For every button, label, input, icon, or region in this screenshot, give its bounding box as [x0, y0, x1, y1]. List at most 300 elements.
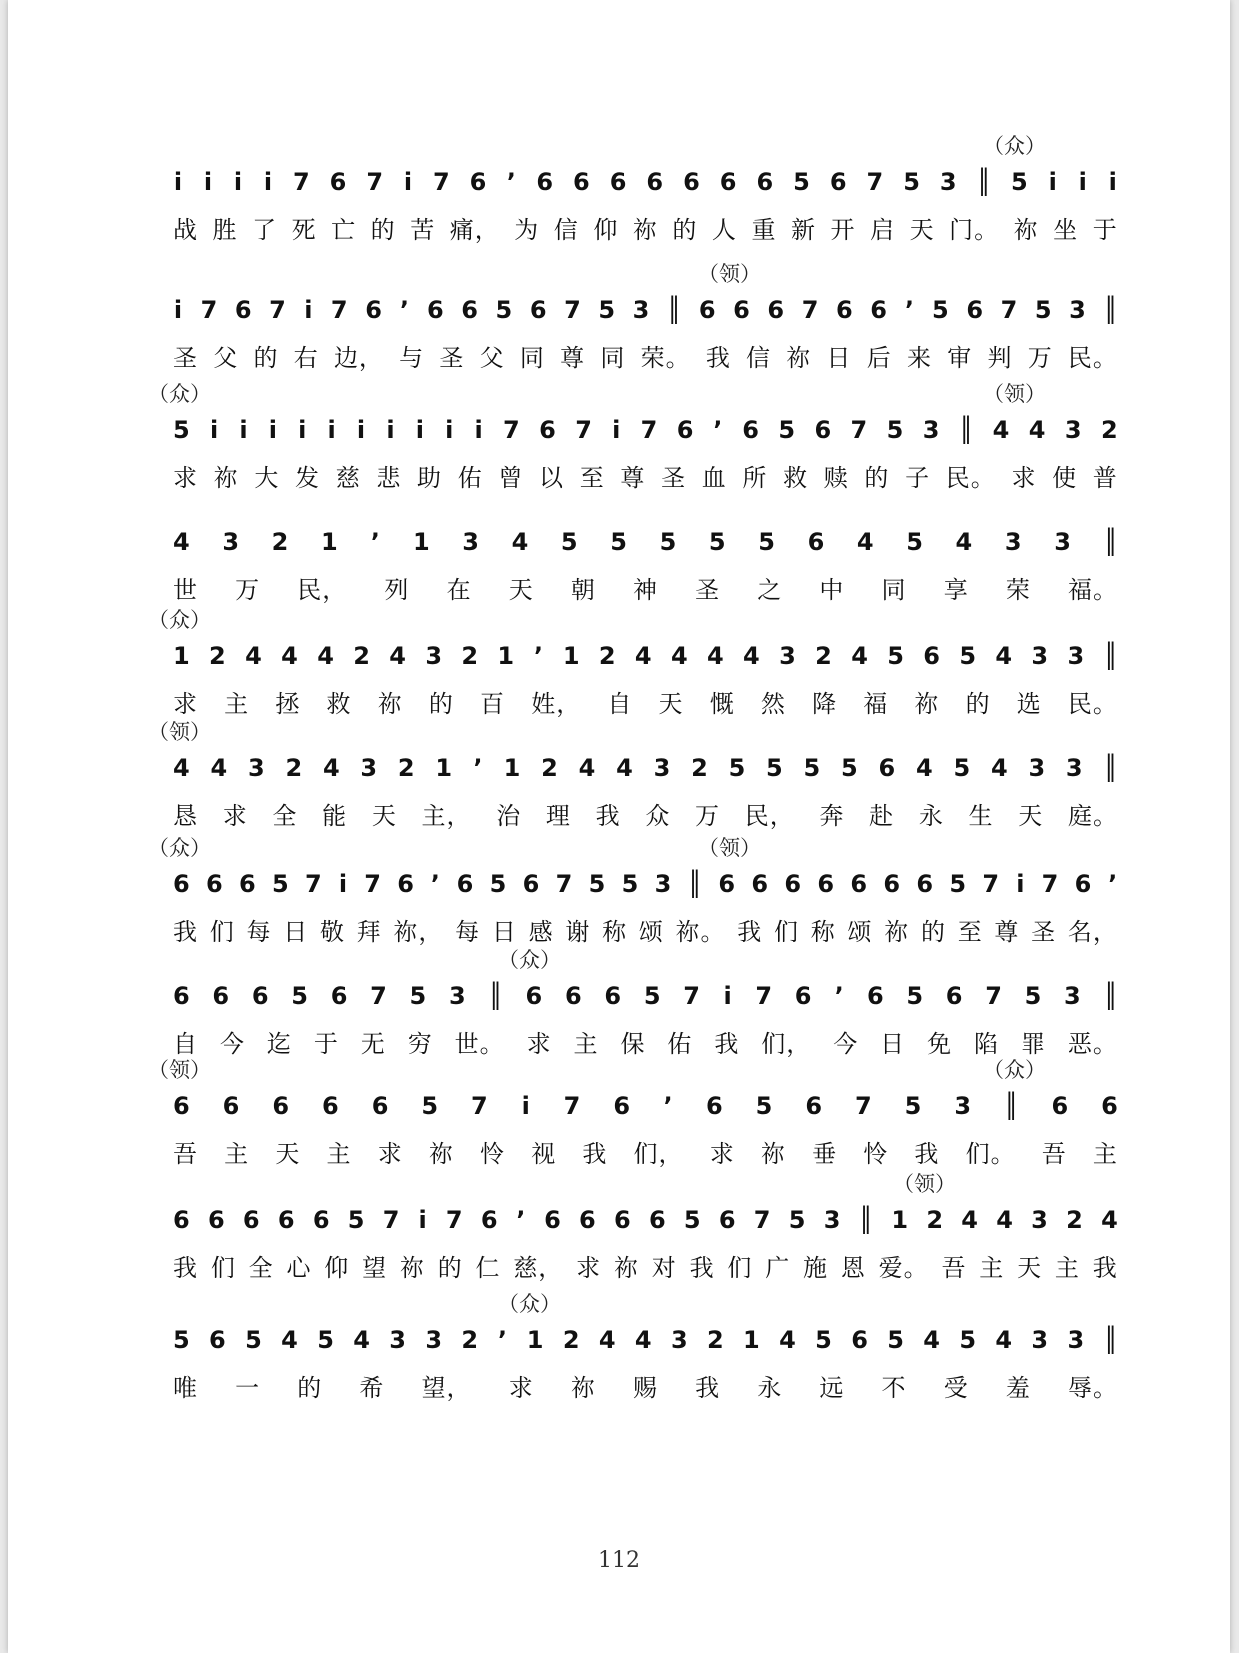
note: 7: [866, 168, 884, 196]
note: 6: [207, 1206, 225, 1234]
note: i: [203, 168, 213, 196]
note: 4: [779, 1326, 796, 1354]
lyric-char: 于: [1092, 216, 1118, 244]
note: 5: [560, 528, 578, 556]
lyric-char: 自: [173, 1030, 198, 1058]
lyric-char: 民。: [1067, 690, 1118, 718]
note: i: [239, 416, 248, 444]
note: 6: [604, 982, 622, 1010]
note: 2: [707, 1326, 724, 1354]
note: 6: [371, 1092, 389, 1120]
notation-line: [173, 982, 1118, 1022]
note: ’: [904, 296, 915, 324]
lyric-char: 求: [377, 1140, 403, 1168]
lyric-char: 今: [219, 1030, 245, 1058]
note: 6: [733, 296, 750, 324]
lyrics-line: [173, 210, 1118, 242]
lyric-char: 们: [209, 918, 235, 946]
note: 6: [751, 870, 769, 898]
lyric-char: 求: [222, 802, 248, 830]
note: i: [356, 416, 366, 444]
note: 6: [1051, 1092, 1069, 1120]
lyric-char: 名，: [1067, 918, 1118, 946]
lyrics-line: [173, 684, 1118, 716]
note: 6: [579, 1206, 596, 1234]
note: 6: [817, 870, 835, 898]
part-marker: （众）: [498, 948, 561, 972]
lyric-char: 吾: [173, 1140, 198, 1168]
lyric-char: 以: [539, 464, 565, 492]
note: 5: [906, 528, 923, 556]
lyric-char: 远: [819, 1374, 845, 1402]
lyric-char: 祢: [613, 1254, 639, 1282]
lyric-char: 陷: [974, 1030, 999, 1058]
lyric-char: 们，: [633, 1140, 684, 1168]
note: 5: [1024, 982, 1042, 1010]
lyric-char: 门。: [949, 216, 1000, 244]
note: 3: [632, 296, 650, 324]
note: 3: [247, 754, 265, 782]
note: 6: [330, 982, 348, 1010]
lyric-char: 选: [1016, 690, 1042, 718]
lyric-char: 羞: [1005, 1374, 1031, 1402]
score-system: [8, 258, 1230, 372]
note: 6: [851, 1326, 868, 1354]
note: 6: [648, 1206, 666, 1234]
lyric-char: 苦: [410, 216, 436, 244]
note: 5: [421, 1092, 439, 1120]
lyric-char: 信: [553, 216, 579, 244]
lyric-char: 人: [711, 216, 737, 244]
lyric-char: 圣: [439, 344, 465, 372]
note: i: [327, 416, 336, 444]
note: 3: [1067, 1326, 1085, 1354]
note: 5: [778, 416, 796, 444]
lyric-char: 祢: [570, 1374, 596, 1402]
note: ’: [516, 1206, 526, 1234]
lyric-char: 主，: [421, 802, 472, 830]
lyric-char: 朝: [570, 576, 596, 604]
lyric-char: 的: [864, 464, 890, 492]
note: 7: [564, 296, 581, 324]
lyric-char: 感: [528, 918, 554, 946]
note: 2: [691, 754, 708, 782]
lyric-char: 爱。: [878, 1254, 929, 1282]
lyric-char: 世: [173, 576, 198, 604]
lyric-char: 救: [326, 690, 352, 718]
lyric-char: 赐: [632, 1374, 658, 1402]
barline: ║: [1103, 296, 1118, 324]
lyric-char: 们: [727, 1254, 753, 1282]
notation-line: [173, 416, 1118, 456]
note: i: [263, 168, 273, 196]
note: ’: [834, 982, 844, 1010]
lyric-char: 治: [496, 802, 522, 830]
note: 4: [851, 642, 868, 670]
lyric-char: 救: [783, 464, 809, 492]
note: 5: [758, 528, 775, 556]
lyric-char: 新: [790, 216, 816, 244]
lyric-char: 祢: [632, 216, 658, 244]
note: 7: [640, 416, 658, 444]
note: 6: [850, 870, 868, 898]
note: 2: [1100, 416, 1118, 444]
lyric-char: 永: [918, 802, 944, 830]
score-system: [8, 1168, 1230, 1282]
note: 5: [708, 528, 726, 556]
lyric-char: 佑: [667, 1030, 693, 1058]
lyric-char: 信: [746, 344, 772, 372]
lyric-char: 主: [979, 1254, 1005, 1282]
note: 5: [886, 416, 904, 444]
lyric-char: 曾: [498, 464, 524, 492]
lyric-char: 边，: [333, 344, 384, 372]
lyric-char: 右: [293, 344, 319, 372]
note: 3: [1031, 1326, 1049, 1354]
part-marker: （领）: [893, 1172, 956, 1196]
note: 5: [1034, 296, 1052, 324]
note: 5: [728, 754, 746, 782]
note: 4: [634, 1326, 652, 1354]
barline: ║: [1103, 754, 1118, 782]
lyric-char: 拯: [275, 690, 301, 718]
lyric-char: 日: [880, 1030, 906, 1058]
note: 7: [801, 296, 819, 324]
note: 6: [173, 982, 190, 1010]
note: 6: [206, 870, 223, 898]
barline: ║: [1004, 1092, 1019, 1120]
note: 5: [903, 168, 920, 196]
note: 5: [245, 1326, 262, 1354]
lyric-char: 迄: [266, 1030, 292, 1058]
note: 6: [209, 1326, 226, 1354]
lyric-char: 祢: [399, 1254, 425, 1282]
note: 5: [495, 296, 513, 324]
note: 2: [461, 1326, 479, 1354]
lyric-char: 们，: [761, 1030, 812, 1058]
note: 4: [281, 1326, 298, 1354]
lyrics-line: [173, 1134, 1118, 1166]
lyric-char: 每: [246, 918, 272, 946]
lyric-char: 圣: [1031, 918, 1057, 946]
note: 2: [209, 642, 226, 670]
lyric-char: 尊: [620, 464, 646, 492]
lyrics-line: [173, 458, 1118, 490]
barline: ║: [1103, 528, 1118, 556]
note: 7: [855, 1092, 872, 1120]
note: 5: [588, 870, 606, 898]
lyric-char: 天: [1017, 1254, 1043, 1282]
note: 5: [793, 168, 810, 196]
lyric-char: 祢，: [393, 918, 444, 946]
note: 2: [541, 754, 558, 782]
lyric-char: 恶。: [1067, 1030, 1118, 1058]
lyric-char: 万: [695, 802, 721, 830]
note: 7: [432, 168, 450, 196]
note: 7: [755, 982, 773, 1010]
note: 4: [173, 754, 190, 782]
note: 4: [1028, 416, 1046, 444]
lyric-char: 的: [437, 1254, 463, 1282]
lyric-char: 普: [1092, 464, 1118, 492]
lyrics-line: [173, 1024, 1118, 1056]
note: i: [1078, 168, 1087, 196]
barline: ║: [958, 416, 974, 444]
note: 1: [891, 1206, 909, 1234]
lyric-char: 胜: [212, 216, 238, 244]
lyric-char: 称: [810, 918, 836, 946]
note: ’: [533, 642, 544, 670]
part-marker: （领）: [148, 720, 211, 744]
note: ’: [473, 754, 483, 782]
note: 6: [277, 1206, 295, 1234]
lyric-char: 受: [943, 1374, 969, 1402]
note: 1: [562, 642, 580, 670]
note: 4: [281, 642, 298, 670]
lyric-char: 穷: [407, 1030, 433, 1058]
lyric-char: 求: [709, 1140, 735, 1168]
note: 7: [683, 982, 700, 1010]
score-page: [8, 0, 1230, 1653]
lyric-char: 罪: [1020, 1030, 1046, 1058]
note: 6: [945, 982, 963, 1010]
lyric-char: 一: [235, 1374, 261, 1402]
lyric-char: 主: [224, 690, 250, 718]
lyric-char: 日: [491, 918, 517, 946]
lyric-char: 我: [695, 1374, 721, 1402]
note: 6: [718, 870, 736, 898]
note: 4: [173, 528, 190, 556]
lyric-char: 的: [297, 1374, 323, 1402]
lyric-char: 尊: [560, 344, 586, 372]
note: i: [415, 416, 424, 444]
note: 7: [982, 870, 1000, 898]
note: i: [1108, 168, 1117, 196]
note: 1: [497, 642, 515, 670]
page-number: 112: [598, 1548, 640, 1573]
part-marker: （众）: [983, 134, 1046, 158]
note: 7: [1041, 870, 1059, 898]
lyric-char: 颂: [847, 918, 873, 946]
note: 2: [1066, 1206, 1083, 1234]
note: 3: [1067, 642, 1085, 670]
note: 1: [435, 754, 453, 782]
note: 6: [529, 296, 547, 324]
lyric-char: 痛，: [449, 216, 500, 244]
note: i: [268, 416, 277, 444]
note: 3: [1054, 528, 1071, 556]
lyric-char: 降: [812, 690, 838, 718]
barline: ║: [687, 870, 703, 898]
lyric-char: 世。: [454, 1030, 505, 1058]
note: 6: [613, 1206, 631, 1234]
lyric-char: 求: [1011, 464, 1037, 492]
note: 5: [803, 754, 821, 782]
part-marker: （领）: [983, 382, 1046, 406]
note: 2: [285, 754, 303, 782]
lyric-char: 自: [607, 690, 633, 718]
lyric-char: 子: [905, 464, 931, 492]
score-system: [8, 604, 1230, 718]
note: 6: [222, 1092, 240, 1120]
note: 4: [743, 642, 760, 670]
notation-line: [173, 1092, 1118, 1132]
note: 2: [353, 642, 370, 670]
lyric-char: 永: [757, 1374, 783, 1402]
note: 6: [756, 168, 774, 196]
barline: ║: [976, 168, 992, 196]
note: 6: [676, 416, 694, 444]
score-system: [8, 1288, 1230, 1402]
note: 6: [522, 870, 540, 898]
part-marker: （领）: [148, 1058, 211, 1082]
note: 4: [245, 642, 262, 670]
note: 6: [805, 1092, 823, 1120]
lyric-char: 日: [283, 918, 309, 946]
lyric-char: 唯: [173, 1374, 198, 1402]
lyrics-line: [173, 1248, 1118, 1280]
lyric-char: 庭。: [1067, 802, 1118, 830]
note: 6: [742, 416, 759, 444]
lyric-char: 大: [254, 464, 280, 492]
note: 7: [292, 168, 310, 196]
note: 6: [923, 642, 940, 670]
notation-line: [173, 1206, 1118, 1246]
note: 1: [320, 528, 338, 556]
note: 3: [1028, 754, 1046, 782]
note: 3: [922, 416, 940, 444]
note: 6: [573, 168, 590, 196]
note: 5: [598, 296, 616, 324]
note: ’: [663, 1092, 673, 1120]
lyric-char: 拜: [356, 918, 382, 946]
lyric-char: 我: [173, 918, 198, 946]
lyric-char: 了: [252, 216, 278, 244]
note: 7: [1000, 296, 1018, 324]
barline: ║: [1103, 1326, 1118, 1354]
note: 3: [425, 1326, 443, 1354]
note: 6: [173, 870, 190, 898]
note: 4: [210, 754, 228, 782]
note: 7: [563, 1092, 581, 1120]
lyric-char: 重: [751, 216, 777, 244]
lyric-char: 我: [689, 1254, 715, 1282]
note: 6: [272, 1092, 290, 1120]
note: 5: [788, 1206, 806, 1234]
lyric-char: 称: [602, 918, 628, 946]
note: 6: [242, 1206, 260, 1234]
lyric-char: 恳: [173, 802, 198, 830]
lyric-char: 全: [272, 802, 298, 830]
note: 7: [200, 296, 218, 324]
note: 6: [312, 1206, 330, 1234]
note: 6: [609, 168, 627, 196]
barline: ║: [666, 296, 682, 324]
note: 6: [322, 1092, 339, 1120]
note: i: [298, 416, 307, 444]
note: 5: [904, 1092, 922, 1120]
note: 4: [317, 642, 334, 670]
note: 5: [621, 870, 639, 898]
lyric-char: 辱。: [1067, 1374, 1118, 1402]
lyric-char: 免: [927, 1030, 953, 1058]
lyric-char: 祢: [914, 690, 940, 718]
lyric-char: 理: [545, 802, 571, 830]
note: 6: [916, 870, 934, 898]
note: 3: [1064, 982, 1081, 1010]
lyrics-line: [173, 1368, 1118, 1400]
note: 4: [598, 1326, 616, 1354]
note: 7: [382, 1206, 400, 1234]
note: 5: [610, 528, 627, 556]
lyric-char: 天: [371, 802, 397, 830]
note: i: [386, 416, 395, 444]
lyric-char: 启: [870, 216, 896, 244]
lyric-char: 生: [968, 802, 994, 830]
lyric-char: 不: [881, 1374, 907, 1402]
lyric-char: 视: [531, 1140, 557, 1168]
note: 6: [698, 296, 716, 324]
note: 4: [670, 642, 688, 670]
lyric-char: 的: [370, 216, 396, 244]
note: 6: [966, 296, 984, 324]
note: 7: [305, 870, 322, 898]
note: 6: [613, 1092, 631, 1120]
lyric-char: 姓，: [531, 690, 582, 718]
note: 5: [815, 1326, 832, 1354]
lyric-char: 主: [1054, 1254, 1080, 1282]
lyric-char: 祢: [213, 464, 239, 492]
lyric-char: 赎: [823, 464, 849, 492]
note: 5: [949, 870, 967, 898]
lyric-char: 然: [760, 690, 786, 718]
lyrics-line: [173, 570, 1118, 602]
note: 6: [767, 296, 785, 324]
lyric-char: 们。: [965, 1140, 1016, 1168]
lyric-char: 主: [1092, 1140, 1118, 1168]
lyric-char: 列: [384, 576, 410, 604]
lyric-char: 祢: [760, 1140, 786, 1168]
lyric-char: 我: [737, 918, 763, 946]
lyric-char: 无: [360, 1030, 386, 1058]
note: 4: [353, 1326, 370, 1354]
lyric-char: 的: [672, 216, 698, 244]
lyric-char: 至: [579, 464, 605, 492]
lyric-char: 判: [987, 344, 1013, 372]
note: 7: [555, 870, 573, 898]
note: 6: [878, 754, 896, 782]
note: 3: [653, 754, 671, 782]
note: 5: [317, 1326, 334, 1354]
lyric-char: 荣: [1005, 576, 1031, 604]
note: ’: [399, 296, 410, 324]
score-system: [8, 378, 1230, 492]
note: 6: [480, 1206, 498, 1234]
note: i: [233, 168, 243, 196]
note: i: [723, 982, 732, 1010]
part-marker: （众）: [498, 1292, 561, 1316]
note: i: [209, 416, 219, 444]
note: 3: [425, 642, 443, 670]
lyric-char: 来: [906, 344, 932, 372]
note: 6: [525, 982, 543, 1010]
note: 6: [564, 982, 582, 1010]
note: 5: [659, 528, 677, 556]
notation-line: [173, 1326, 1118, 1366]
note: 6: [1074, 870, 1092, 898]
lyric-char: 颂: [638, 918, 664, 946]
lyric-char: 望: [362, 1254, 388, 1282]
